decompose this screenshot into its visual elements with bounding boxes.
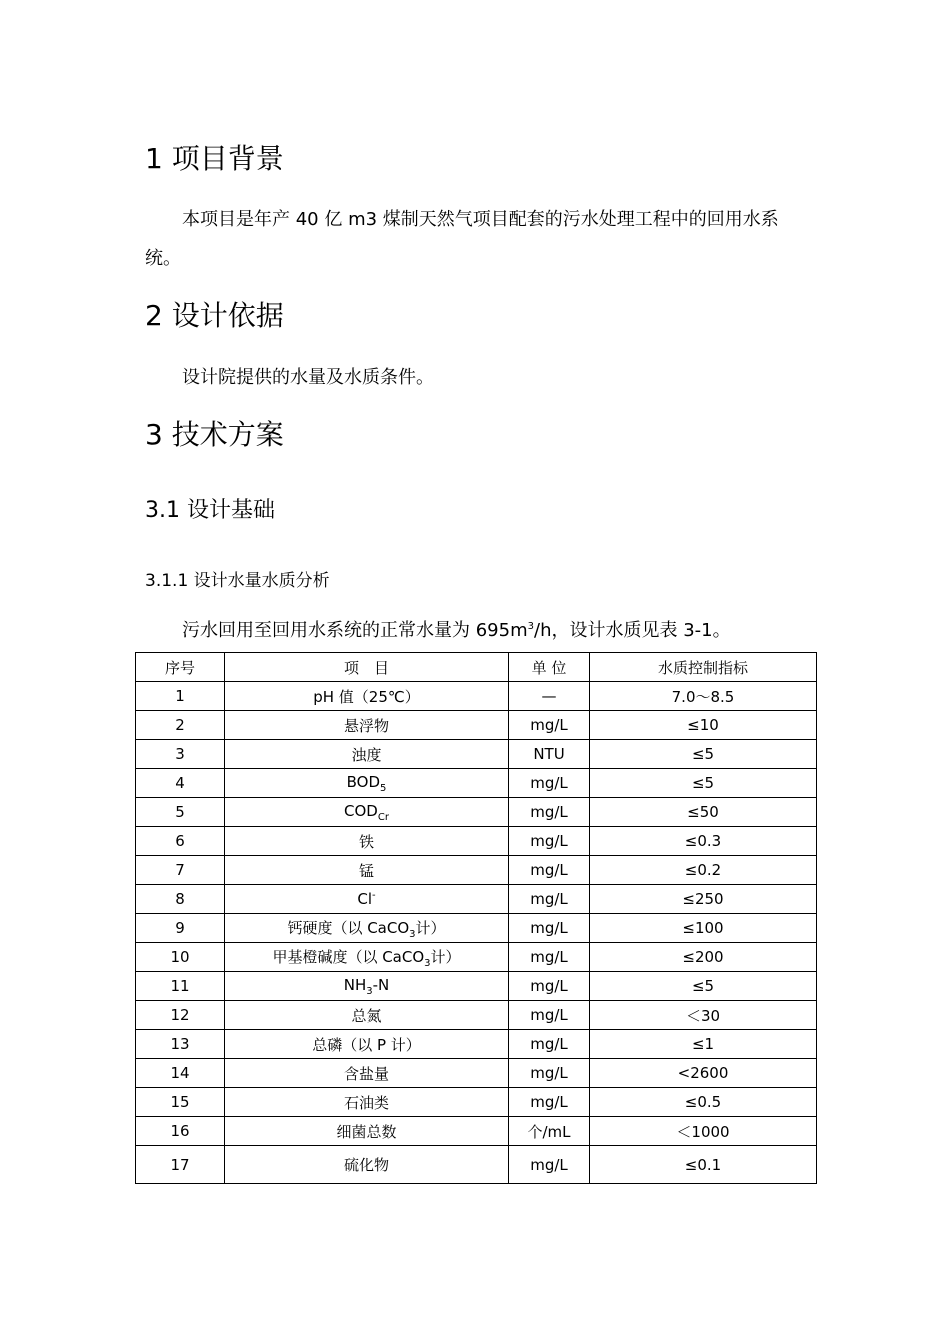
cell-unit: mg/L <box>509 943 590 972</box>
cell-limit: ≤0.3 <box>590 827 817 856</box>
cell-item: 细菌总数 <box>225 1117 509 1146</box>
cell-no: 13 <box>136 1030 225 1059</box>
cell-item: 总磷（以 P 计） <box>225 1030 509 1059</box>
cell-unit: mg/L <box>509 885 590 914</box>
cell-no: 14 <box>136 1059 225 1088</box>
cell-unit: NTU <box>509 740 590 769</box>
cell-item: Cl- <box>225 885 509 914</box>
cell-no: 5 <box>136 798 225 827</box>
cell-unit: mg/L <box>509 798 590 827</box>
section-3-1-1-title: 3.1.1 设计水量水质分析 <box>145 571 330 591</box>
table-row <box>136 740 817 769</box>
cell-item: 硫化物 <box>225 1146 509 1184</box>
cell-unit: mg/L <box>509 827 590 856</box>
cell-unit: mg/L <box>509 1088 590 1117</box>
header-item: 项 目 <box>225 653 509 682</box>
cell-limit: ≤0.5 <box>590 1088 817 1117</box>
section-1-title: 1 项目背景 <box>145 142 284 175</box>
section-2-title: 2 设计依据 <box>145 299 284 332</box>
cell-item: 钙硬度（以 CaCO$_3$计） <box>225 914 509 943</box>
table-row <box>136 1030 817 1059</box>
cell-no: 3 <box>136 740 225 769</box>
cell-item: $NH_3-N$ <box>225 972 509 1001</box>
cell-no: 16 <box>136 1117 225 1146</box>
cell-no: 12 <box>136 1001 225 1030</box>
cell-limit: ≤10 <box>590 711 817 740</box>
cell-unit: mg/L <box>509 856 590 885</box>
cell-item: 总氮 <box>225 1001 509 1030</box>
cell-unit: mg/L <box>509 972 590 1001</box>
table-row <box>136 682 817 711</box>
table-row <box>136 827 817 856</box>
cell-unit: mg/L <box>509 1030 590 1059</box>
table-row <box>136 1146 817 1184</box>
section-3-title: 3 技术方案 <box>145 418 284 451</box>
cell-unit: mg/L <box>509 1146 590 1184</box>
cell-limit: <2600 <box>590 1059 817 1088</box>
section-1-paragraph-line1: 本项目是年产 40 亿 m3 煤制天然气项目配套的污水处理工程中的回用水系 <box>182 209 779 230</box>
table-row <box>136 1117 817 1146</box>
header-limit: 水质控制指标 <box>590 653 817 682</box>
cell-unit: mg/L <box>509 1059 590 1088</box>
cell-item: 甲基橙碱度（以 CaCO$_3$计） <box>225 943 509 972</box>
cell-item: 锰 <box>225 856 509 885</box>
cell-unit: mg/L <box>509 769 590 798</box>
cell-no: 7 <box>136 856 225 885</box>
table-header-row <box>136 653 817 682</box>
water-quality-table <box>135 652 817 1184</box>
cell-item: 浊度 <box>225 740 509 769</box>
table-row <box>136 885 817 914</box>
cell-limit: ≤0.2 <box>590 856 817 885</box>
header-unit: 单 位 <box>509 653 590 682</box>
cell-no: 2 <box>136 711 225 740</box>
table-row <box>136 798 817 827</box>
cell-item: pH 值（25℃） <box>225 682 509 711</box>
cell-unit: — <box>509 682 590 711</box>
cell-no: 4 <box>136 769 225 798</box>
table-row <box>136 1001 817 1030</box>
cell-item: 铁 <box>225 827 509 856</box>
cell-limit: ＜30 <box>590 1001 817 1030</box>
cell-no: 11 <box>136 972 225 1001</box>
table-row <box>136 769 817 798</box>
cell-limit: ≤5 <box>590 972 817 1001</box>
cell-no: 17 <box>136 1146 225 1184</box>
cell-no: 9 <box>136 914 225 943</box>
cell-limit: ≤5 <box>590 769 817 798</box>
section-3-1-title: 3.1 设计基础 <box>145 498 275 523</box>
cell-no: 15 <box>136 1088 225 1117</box>
cell-limit: ≤200 <box>590 943 817 972</box>
cell-unit: mg/L <box>509 914 590 943</box>
section-3-1-1-paragraph: 污水回用至回用水系统的正常水量为 $695m^3/h$，设计水质见表 3-1。 <box>182 620 731 641</box>
cell-limit: ≤5 <box>590 740 817 769</box>
section-2-paragraph: 设计院提供的水量及水质条件。 <box>182 367 434 388</box>
table-row <box>136 1088 817 1117</box>
cell-item: $BOD_5$ <box>225 769 509 798</box>
cell-no: 6 <box>136 827 225 856</box>
cell-unit: mg/L <box>509 1001 590 1030</box>
cell-unit: mg/L <box>509 711 590 740</box>
cell-limit: ≤50 <box>590 798 817 827</box>
table-row <box>136 914 817 943</box>
section-1-paragraph-line2: 统。 <box>145 248 181 269</box>
cell-limit: ≤0.1 <box>590 1146 817 1184</box>
cell-no: 10 <box>136 943 225 972</box>
cell-limit: ＜1000 <box>590 1117 817 1146</box>
cell-no: 8 <box>136 885 225 914</box>
cell-limit: 7.0～8.5 <box>590 682 817 711</box>
table-row <box>136 943 817 972</box>
table-row <box>136 856 817 885</box>
cell-item: $COD_{Cr}$ <box>225 798 509 827</box>
cell-limit: ≤1 <box>590 1030 817 1059</box>
cell-unit: 个/mL <box>509 1117 590 1146</box>
cell-item: 含盐量 <box>225 1059 509 1088</box>
cell-no: 1 <box>136 682 225 711</box>
table-row <box>136 711 817 740</box>
header-no: 序号 <box>136 653 225 682</box>
cell-item: 悬浮物 <box>225 711 509 740</box>
table-row <box>136 1059 817 1088</box>
table-row <box>136 972 817 1001</box>
cell-limit: ≤100 <box>590 914 817 943</box>
cell-item: 石油类 <box>225 1088 509 1117</box>
cell-limit: ≤250 <box>590 885 817 914</box>
